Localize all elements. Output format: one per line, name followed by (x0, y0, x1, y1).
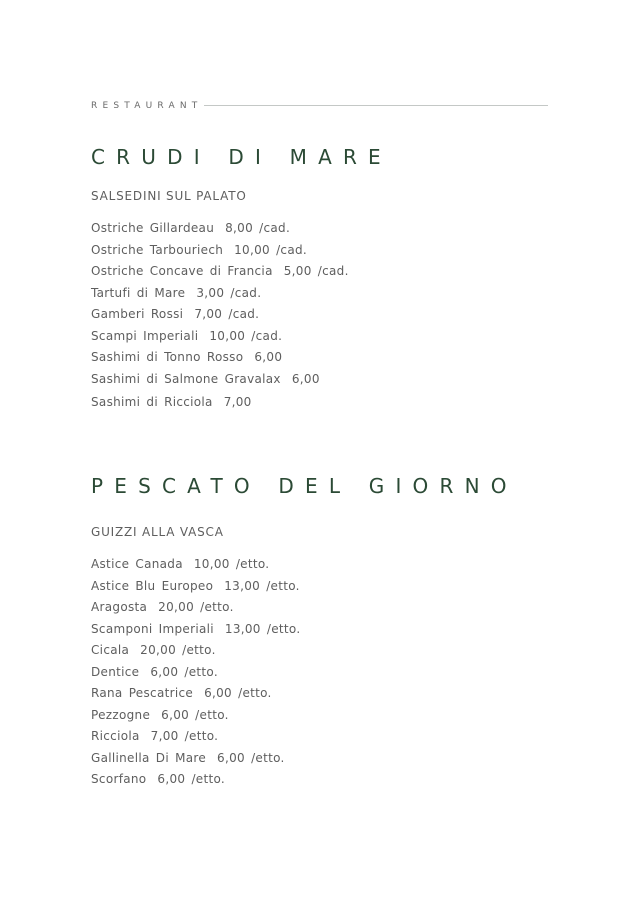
menu-item (91, 347, 349, 369)
item-price: 6,00 /etto. (204, 686, 272, 700)
item-name: Rana Pescatrice (91, 686, 194, 700)
item-price: 10,00 /etto. (193, 557, 270, 571)
section-subtitle-crudi: SALSEDINI SUL PALATO (91, 189, 247, 203)
item-name: Scampi Imperiali (91, 328, 199, 343)
item-price: 6,00 (254, 350, 283, 364)
item-name: Sashimi di Ricciola (91, 395, 213, 409)
brand-label: RESTAURANT (91, 101, 203, 111)
page-header (91, 99, 548, 113)
item-price: 7,00 /cad. (194, 307, 260, 321)
item-price: 3,00 /cad. (196, 285, 262, 300)
item-name: Ostriche Concave di Francia (91, 264, 273, 278)
menu-list-pescato (91, 554, 300, 791)
item-price: 10,00 /cad. (234, 242, 308, 257)
menu-item (91, 326, 349, 348)
item-name: Dentice (91, 664, 140, 679)
menu-item (91, 261, 349, 283)
menu-item (91, 640, 300, 662)
item-name: Astice Canada (91, 557, 183, 571)
item-name: Aragosta (91, 600, 148, 614)
item-name: Ricciola (91, 729, 140, 743)
item-price: 13,00 /etto. (224, 621, 301, 636)
menu-item (91, 769, 300, 791)
menu-item (91, 576, 300, 598)
menu-item (91, 726, 300, 748)
item-name: Cicala (91, 643, 130, 657)
menu-item (91, 218, 349, 240)
section-subtitle-pescato: GUIZZI ALLA VASCA (91, 525, 224, 539)
menu-list-crudi (91, 218, 349, 414)
item-name: Sashimi di Salmone Gravalax (91, 371, 281, 386)
item-price: 5,00 /cad. (283, 264, 349, 278)
item-name: Ostriche Gillardeau (91, 221, 215, 235)
item-price: 6,00 (291, 371, 320, 386)
item-name: Pezzogne (91, 707, 151, 722)
menu-item (91, 304, 349, 326)
menu-item (91, 619, 300, 641)
item-price: 6,00 /etto. (161, 707, 229, 722)
item-price: 6,00 /etto. (150, 664, 218, 679)
menu-item (91, 369, 349, 391)
header-divider (204, 105, 548, 106)
item-name: Gallinella Di Mare (91, 750, 207, 765)
item-price: 10,00 /cad. (209, 328, 283, 343)
item-price: 8,00 /cad. (225, 221, 291, 235)
item-price: 6,00 /etto. (217, 750, 285, 765)
item-price: 13,00 /etto. (224, 578, 300, 593)
item-price: 7,00 /etto. (150, 729, 219, 743)
item-price: 20,00 /etto. (140, 643, 216, 657)
menu-item (91, 597, 300, 619)
menu-item (91, 683, 300, 705)
item-name: Scamponi Imperiali (91, 621, 214, 636)
item-name: Astice Blu Europeo (91, 578, 214, 593)
item-price: 20,00 /etto. (158, 600, 234, 614)
menu-item (91, 392, 349, 414)
item-name: Ostriche Tarbouriech (91, 242, 224, 257)
menu-item (91, 283, 349, 305)
section-title-crudi: CRUDI DI MARE (91, 145, 392, 169)
item-name: Tartufi di Mare (91, 285, 186, 300)
item-name: Scorfano (91, 772, 147, 786)
item-price: 7,00 (223, 395, 252, 409)
item-price: 6,00 /etto. (157, 772, 226, 786)
item-name: Gamberi Rossi (91, 307, 184, 321)
menu-item (91, 662, 300, 684)
section-title-pescato: PESCATO DEL GIORNO (91, 474, 518, 498)
menu-item (91, 748, 300, 770)
menu-item (91, 240, 349, 262)
menu-item (91, 705, 300, 727)
menu-item (91, 554, 300, 576)
item-name: Sashimi di Tonno Rosso (91, 350, 244, 364)
